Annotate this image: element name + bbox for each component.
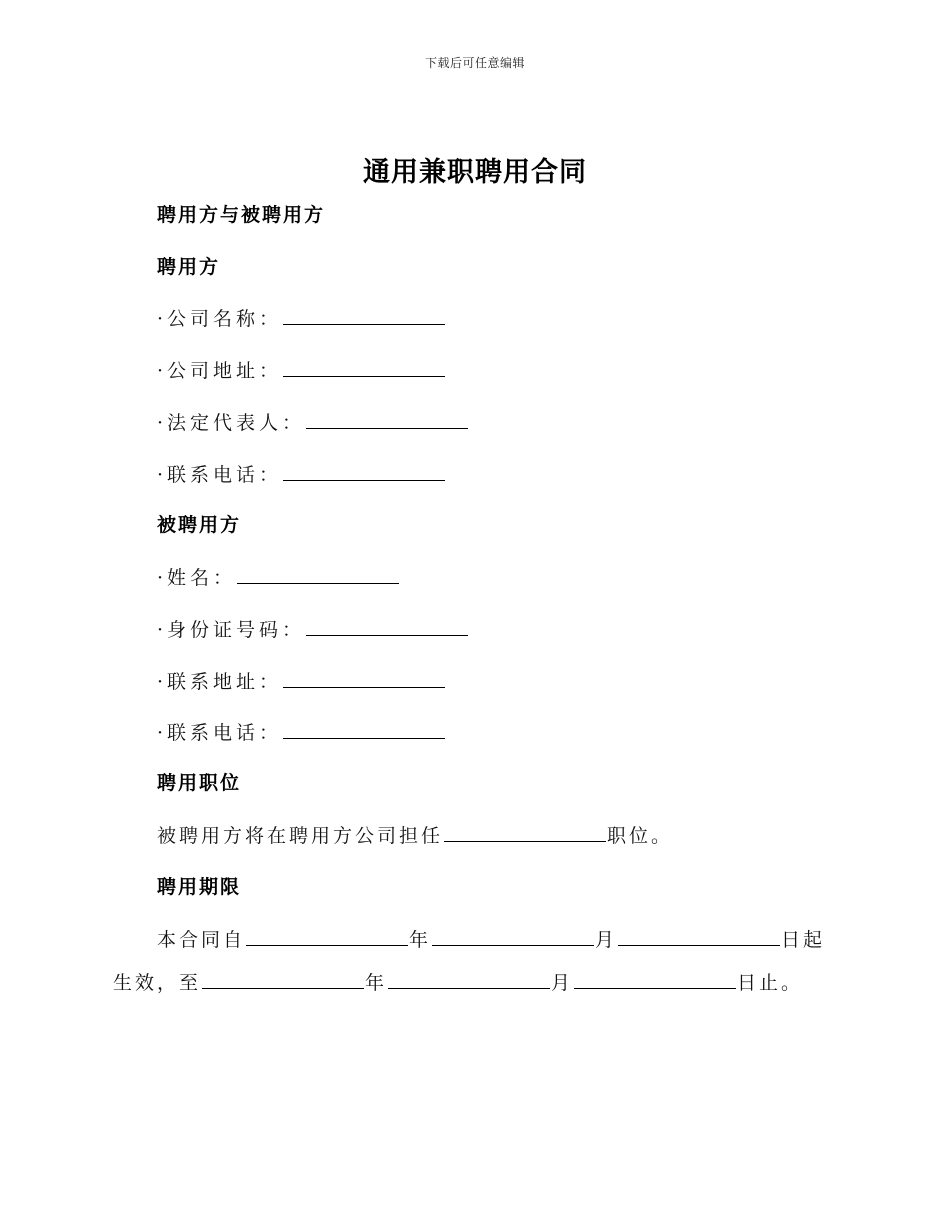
document-title: 通用兼职聘用合同 bbox=[363, 157, 587, 188]
id-number-blank[interactable] bbox=[306, 613, 468, 636]
employee-phone-row bbox=[157, 716, 446, 745]
employee-id-row bbox=[157, 613, 469, 642]
term-text: 日起 bbox=[781, 929, 826, 951]
term-text: 生效，至 bbox=[113, 972, 202, 994]
term-paragraph-line-1 bbox=[157, 923, 825, 952]
term-text: 月 bbox=[595, 929, 618, 951]
parties-heading: 聘用方与被聘用方 bbox=[157, 204, 326, 226]
field-label: ·联系电话： bbox=[157, 464, 283, 486]
term-heading: 聘用期限 bbox=[157, 876, 242, 898]
position-paragraph bbox=[157, 819, 673, 848]
start-year-blank[interactable] bbox=[246, 923, 408, 946]
employer-phone-blank[interactable] bbox=[283, 458, 445, 481]
field-label: ·联系地址： bbox=[157, 671, 283, 693]
employer-legal-rep-row bbox=[157, 406, 469, 435]
employee-address-row bbox=[157, 665, 446, 694]
term-text: 年 bbox=[365, 972, 388, 994]
field-label: ·姓名： bbox=[157, 567, 237, 589]
position-blank[interactable] bbox=[444, 819, 606, 842]
position-text-start: 被聘用方将在聘用方公司担任 bbox=[157, 825, 444, 847]
employee-address-blank[interactable] bbox=[283, 665, 445, 688]
field-label: ·身份证号码： bbox=[157, 619, 306, 641]
end-month-blank[interactable] bbox=[388, 966, 550, 989]
start-month-blank[interactable] bbox=[432, 923, 594, 946]
employee-name-row bbox=[157, 561, 400, 590]
company-name-blank[interactable] bbox=[283, 302, 445, 325]
position-heading: 聘用职位 bbox=[157, 772, 242, 794]
field-label: ·法定代表人： bbox=[157, 412, 306, 434]
field-label: ·公司名称： bbox=[157, 308, 283, 330]
term-text: 年 bbox=[409, 929, 432, 951]
term-paragraph-line-2 bbox=[113, 966, 803, 995]
employer-company-name-row bbox=[157, 302, 446, 331]
employer-company-address-row bbox=[157, 354, 446, 383]
field-label: ·联系电话： bbox=[157, 722, 283, 744]
field-label: ·公司地址： bbox=[157, 360, 283, 382]
term-text: 本合同自 bbox=[157, 929, 246, 951]
header-note: 下载后可任意编辑 bbox=[424, 56, 525, 70]
term-text: 日止。 bbox=[737, 972, 804, 994]
legal-rep-blank[interactable] bbox=[306, 406, 468, 429]
employer-heading: 聘用方 bbox=[157, 256, 221, 278]
end-year-blank[interactable] bbox=[202, 966, 364, 989]
end-day-blank[interactable] bbox=[574, 966, 736, 989]
term-text: 月 bbox=[551, 972, 574, 994]
employee-name-blank[interactable] bbox=[237, 561, 399, 584]
position-text-end: 职位。 bbox=[607, 825, 674, 847]
employee-phone-blank[interactable] bbox=[283, 716, 445, 739]
start-day-blank[interactable] bbox=[618, 923, 780, 946]
employer-phone-row bbox=[157, 458, 446, 487]
company-address-blank[interactable] bbox=[283, 354, 445, 377]
employee-heading: 被聘用方 bbox=[157, 514, 242, 536]
